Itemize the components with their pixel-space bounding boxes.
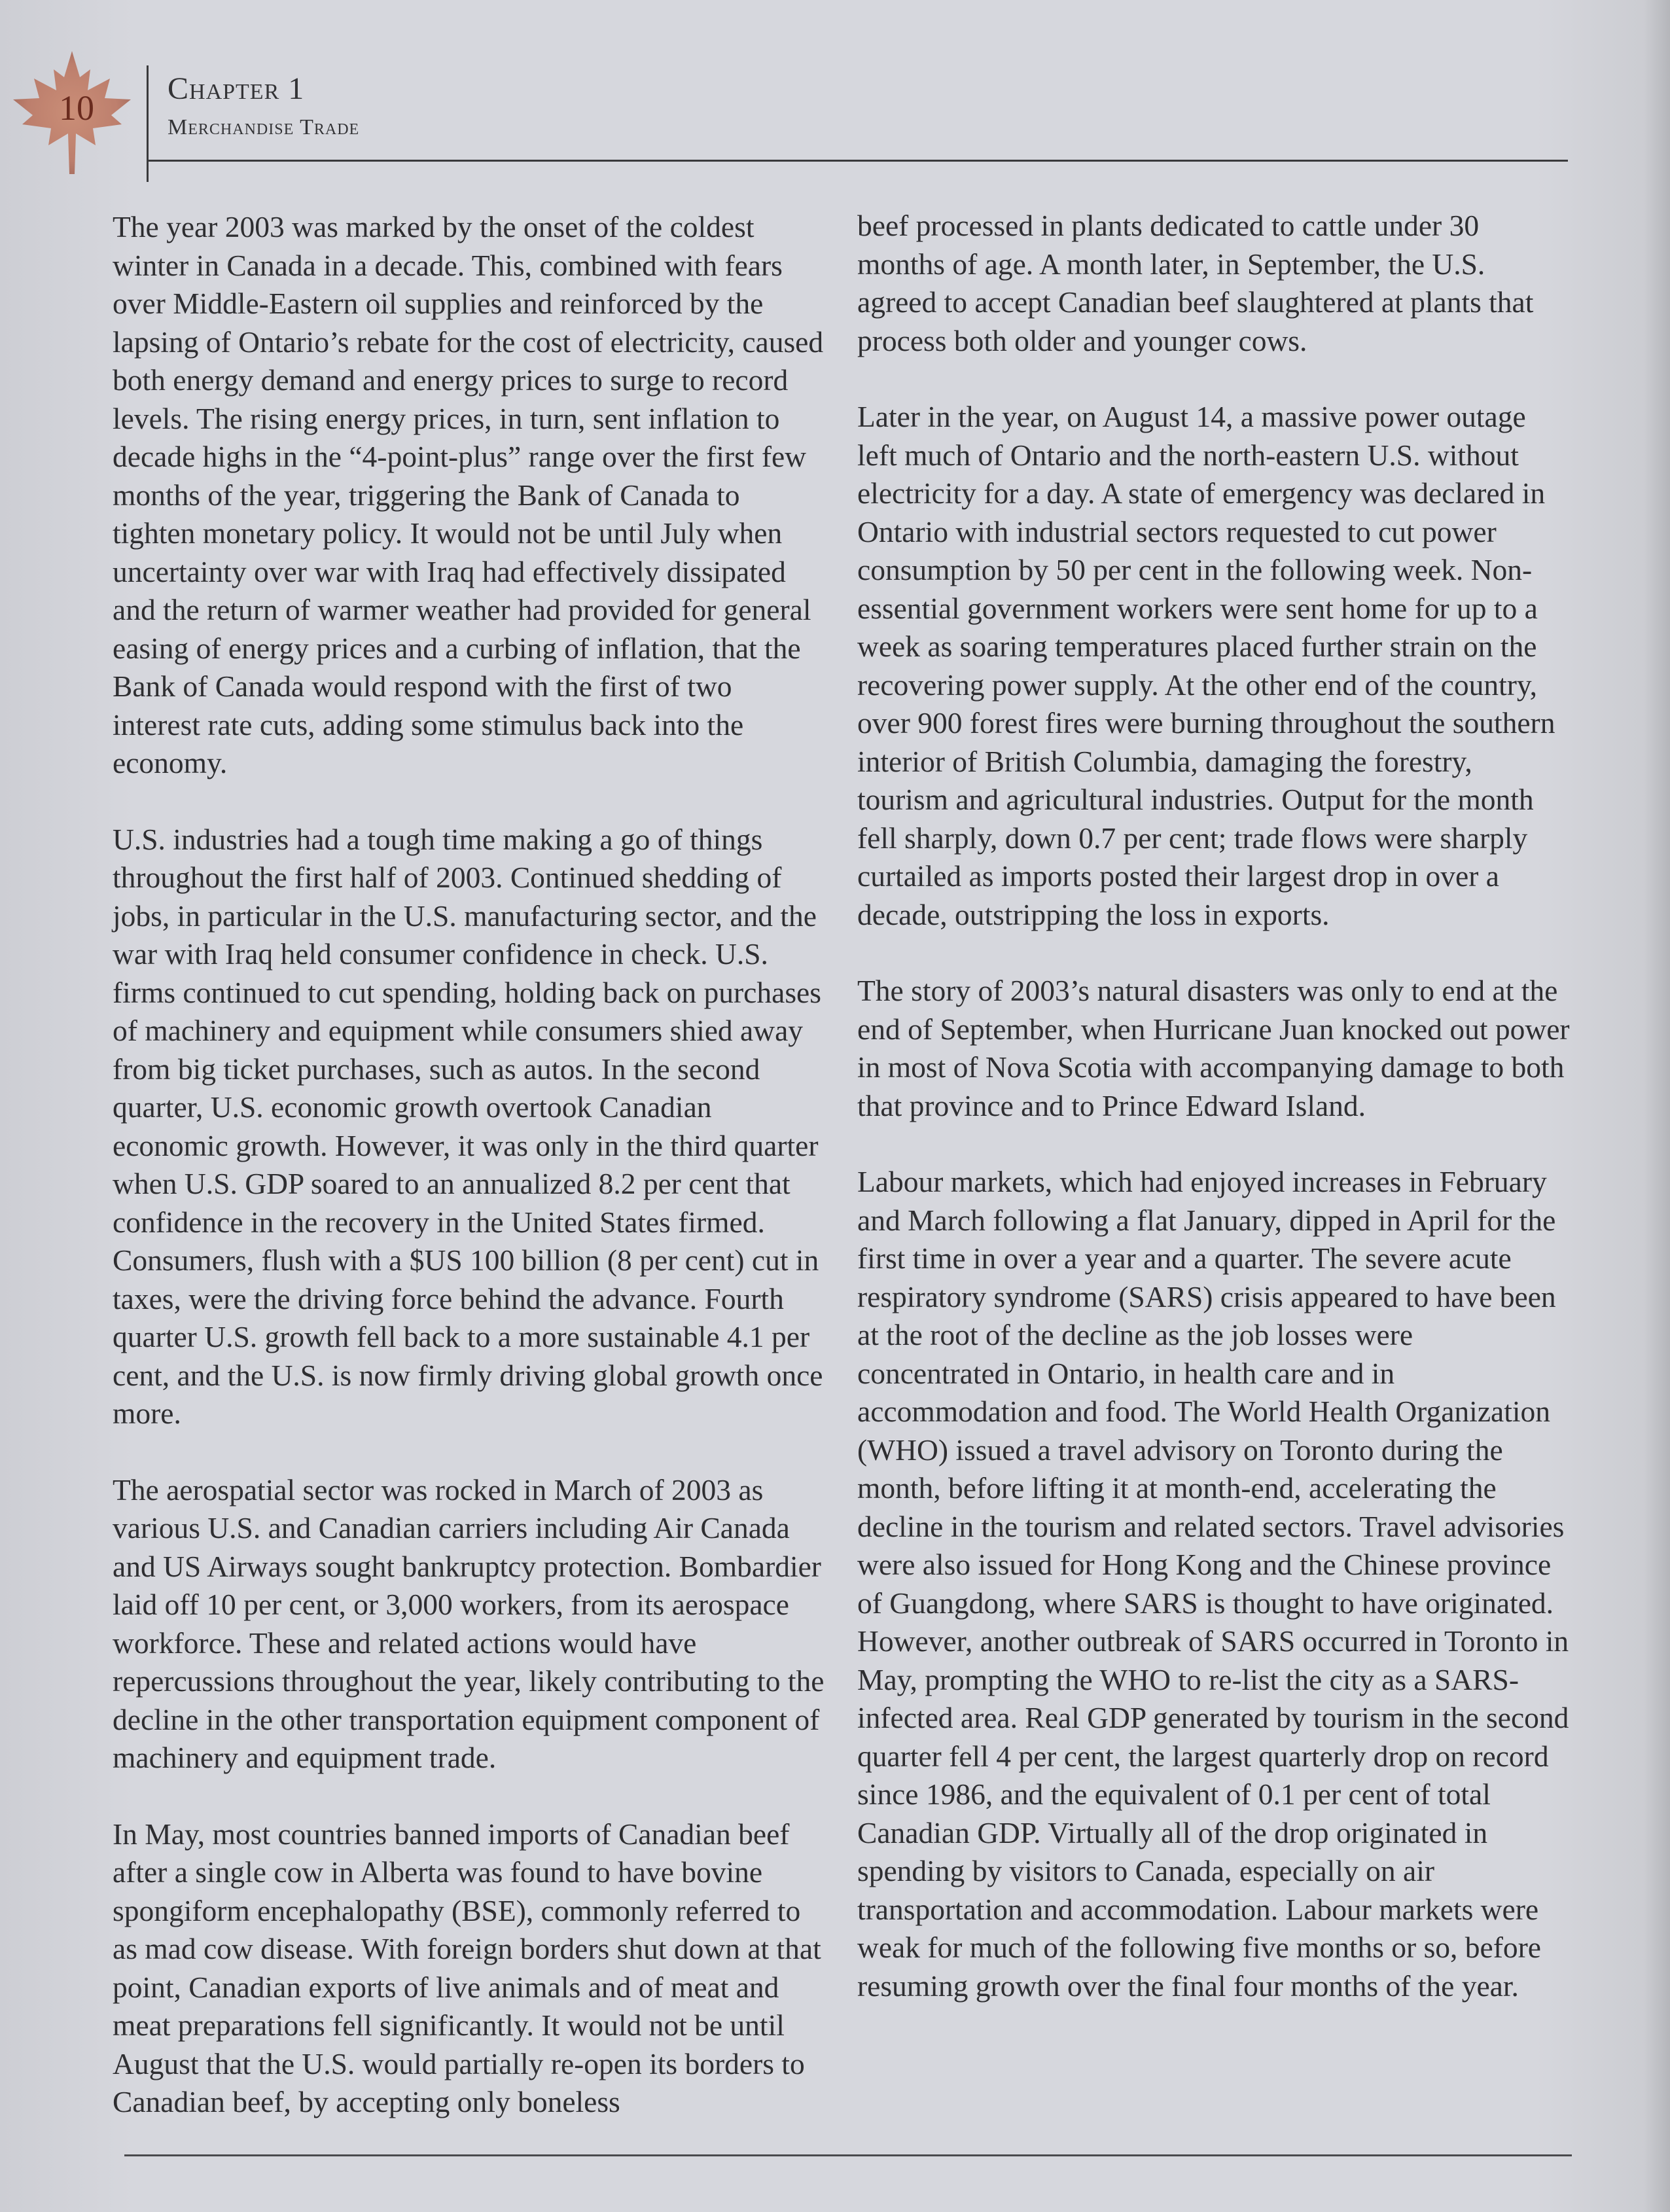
paragraph: Labour markets, which had enjoyed increases in February and March following a flat January, dipped in April for the first time in over a year and a quarter. The severe acute respiratory syndrome (SARS) crisis appeared to have been at the root of the decline as the job losses were concentrated in Ontario, in health care and in accommodation and food. The World Health Organization (WHO) issued a travel advisory on Toronto during the month, before lifting it at month-end, accelerating the decline in the tourism and related sectors. Travel advisories were also issued for Hong Kong and the Chinese province of Guangdong, where SARS is thought to have originated. However, another outbreak of SARS occurred in Toronto in May, prompting the WHO to re-list the city as a SARS-infected area. Real GDP generated by tourism in the second quarter fell 4 per cent, the largest quarterly drop on record since 1986, and the equivalent of 0.1 per cent of total Canadian GDP. Virtually all of the drop originated in spending by visitors to Canada, especially on air transportation and accommodation. Labour markets were weak for much of the following five months or so, before resuming growth over the final four months of the year. [857, 1165, 1569, 2003]
paragraph: U.S. industries had a tough time making a go of things throughout the first half of 2003. Continued shedding of jobs, in particular in the U.S. manufacturing sector, and the war with Iraq held consumer confidence in check. U.S. firms continued to cut spending, holding back on purchases of machinery and equipment while consumers shied away from big ticket purchases, such as autos. In the second quarter, U.S. economic growth overtook Canadian economic growth. However, it was only in the third quarter when U.S. GDP soared to an annualized 8.2 per cent that confidence in the recovery in the United States firmed. Consumers, flush with a $US 100 billion (8 per cent) cut in taxes, were the driving force behind the advance. Fourth quarter U.S. growth fell back to a more sustainable 4.1 per cent, and the U.S. is now firmly driving global growth once more. [113, 822, 823, 1430]
footer-rule [124, 2154, 1572, 2156]
paragraph: Later in the year, on August 14, a massive power outage left much of Ontario and the north-eastern U.S. without electricity for a day. A state of emergency was declared in Ontario with industrial sectors requested to cut power consumption by 50 per cent in the following week. Non-essential government workers were sent home for up to a week as soaring temperatures placed further strain on the recovering power supply. At the other end of the country, over 900 forest fires were burning throughout the southern interior of British Columbia, damaging the forestry, tourism and agricultural industries. Output for the month fell sharply, down 0.7 per cent; trade flows were sharply curtailed as imports posted their largest drop in over a decade, outstripping the loss in exports. [857, 400, 1555, 931]
paragraph: The aerospatial sector was rocked in March of 2003 as various U.S. and Canadian carriers including Air Canada and US Airways sought bankruptcy protection. Bombardier laid off 10 per cent, or 3,000 workers, from its aerospace workforce. These and related actions would have repercussions throughout the year, likely contributing to the decline in the other transportation equipment component of machinery and equipment trade. [113, 1472, 825, 1774]
chapter-title: Chapter 1 [168, 71, 305, 106]
chapter-subtitle: Merchandise Trade [168, 115, 360, 139]
header-horizontal-rule [147, 160, 1568, 162]
paragraph: beef processed in plants dedicated to cattle under 30 months of age. A month later, in September, the U.S. agreed to accept Canadian beef slaughtered at plants that process both older and younger cows. [857, 209, 1534, 357]
page-edge-shadow [1644, 0, 1670, 2212]
page-number: 10 [59, 88, 94, 128]
left-column [113, 208, 826, 2160]
paragraph: In May, most countries banned imports of Canadian beef after a single cow in Alberta was found to have bovine spongiform encephalopathy (BSE), commonly referred to as mad cow disease. With foreign borders shut down at that point, Canadian exports of live animals and of meat and meat preparations fell significantly. It would not be until August that the U.S. would partially re-open its borders to Canadian beef, by accepting only boneless [113, 1817, 821, 2118]
right-column [857, 207, 1571, 2043]
header-vertical-rule [147, 65, 149, 182]
paragraph: The year 2003 was marked by the onset of the coldest winter in Canada in a decade. This, combined with fears over Middle-Eastern oil supplies and reinforced by the lapsing of Ontario’s rebate for the cost of electricity, caused both energy demand and energy prices to surge to record levels. The rising energy prices, in turn, sent inflation to decade highs in the “4-point-plus” range over the first few months of the year, triggering the Bank of Canada to tighten monetary policy. It would not be until July when uncertainty over war with Iraq had effectively dissipated and the return of warmer weather had provided for general easing of energy prices and a curbing of inflation, that the Bank of Canada would respond with the first of two interest rate cuts, adding some stimulus back into the economy. [113, 210, 824, 779]
paragraph: The story of 2003’s natural disasters was only to end at the end of September, when Hurricane Juan knocked out power in most of Nova Scotia with accompanying damage to both that province and to Prince Edward Island. [857, 974, 1570, 1122]
